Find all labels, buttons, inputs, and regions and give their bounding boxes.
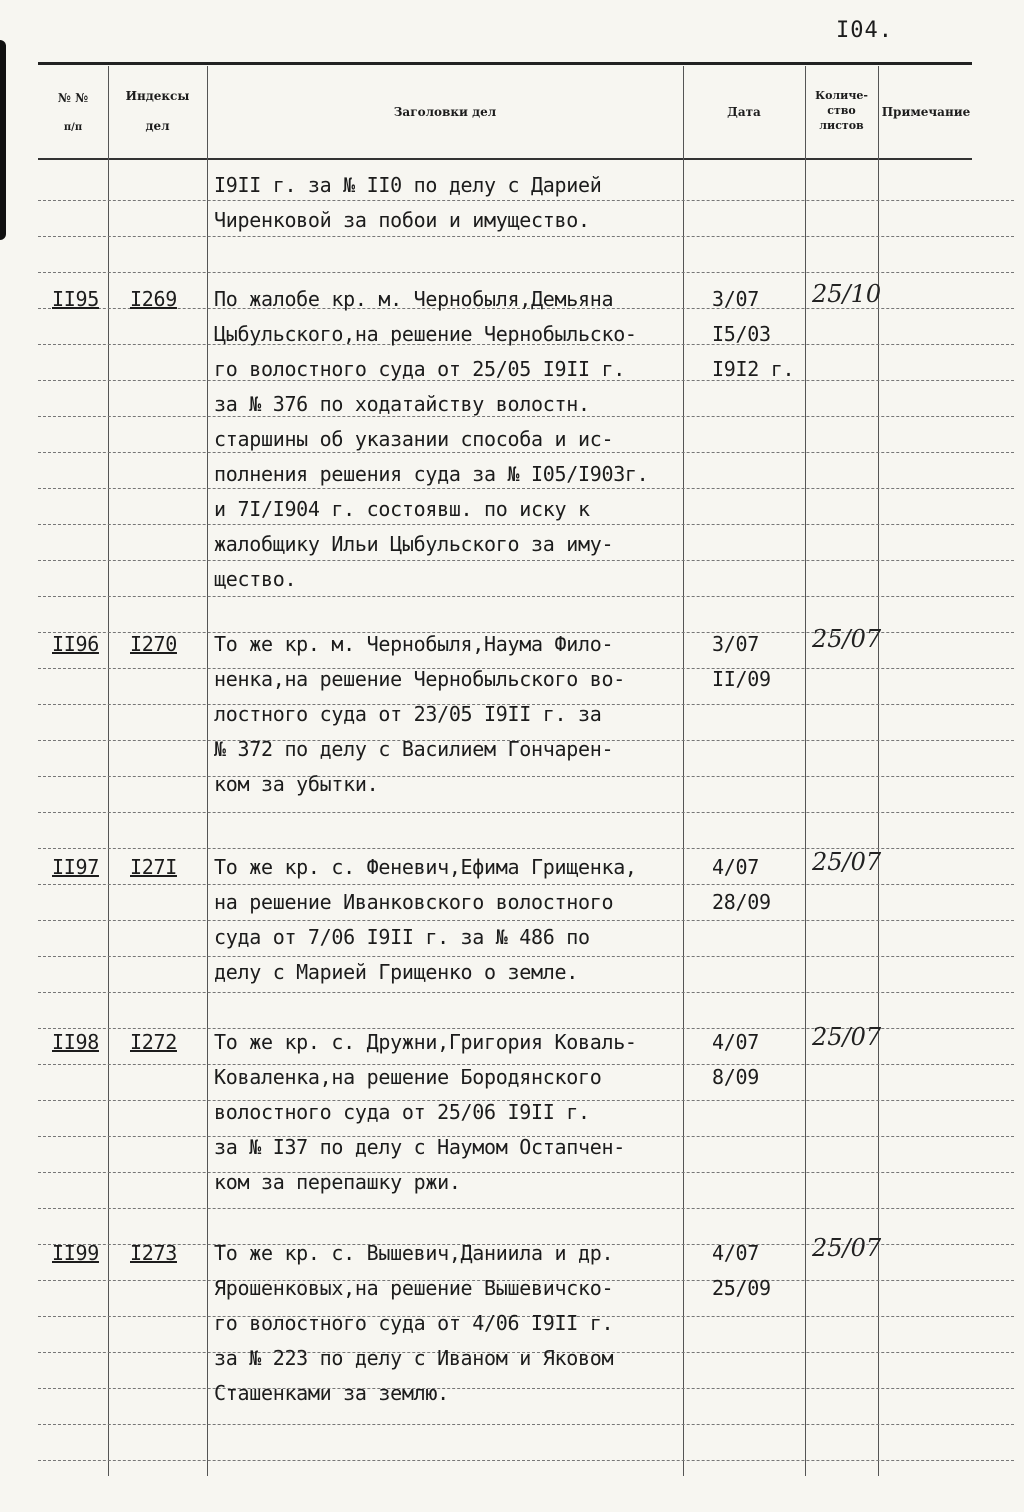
entry-title-line: ком за убытки. <box>214 772 379 796</box>
entry-date: 3/07 <box>712 287 759 311</box>
entry-title-line: на решение Иванковского волостного <box>214 890 614 914</box>
entry-date: 25/09 <box>712 1276 771 1300</box>
entry-date: 3/07 <box>712 632 759 656</box>
entry-date: I9I2 г. <box>712 357 795 381</box>
header-no: № № п/п <box>57 91 89 133</box>
entry-sheet-count: 25/07 <box>812 848 882 876</box>
entry-title-line: Ярошенковых,на решение Вышевичско- <box>214 1276 614 1300</box>
entry-sheet-count: 25/10 <box>812 280 882 308</box>
entry-title-line: щество. <box>214 567 297 591</box>
entry-date: 4/07 <box>712 1030 759 1054</box>
entry-index: I270 <box>130 632 177 656</box>
ruled-line <box>38 812 1014 813</box>
entry-title-line: жалобщику Ильи Цыбульского за иму- <box>214 532 614 556</box>
entry-title-line: лостного суда от 23/05 I9II г. за <box>214 702 602 726</box>
entry-number: II98 <box>52 1030 99 1054</box>
entry-number: II95 <box>52 287 99 311</box>
page-number: I04. <box>836 18 893 43</box>
column-divider <box>207 66 208 1476</box>
header-sheet-count: Количе- ство листов <box>815 89 868 132</box>
entry-sheet-count: 25/07 <box>812 625 882 653</box>
ruled-line <box>38 1388 1014 1389</box>
entry-title-line: ком за перепашку ржи. <box>214 1170 461 1194</box>
entry-title-line: Цыбульского,на решение Чернобыльско- <box>214 322 637 346</box>
entry-title-line: за № I37 по делу с Наумом Остапчен- <box>214 1135 625 1159</box>
continuation-line: Чиренковой за побои и имущество. <box>214 208 590 232</box>
entry-date: 4/07 <box>712 855 759 879</box>
entry-title-line: делу с Марией Грищенко о земле. <box>214 960 578 984</box>
ruled-line <box>38 1172 1014 1173</box>
ruled-line <box>38 272 1014 273</box>
header-note: Примечание <box>881 105 971 119</box>
table-top-rule <box>38 62 972 65</box>
entry-sheet-count: 25/07 <box>812 1234 882 1262</box>
ruled-line <box>38 992 1014 993</box>
ruled-line <box>38 596 1014 597</box>
entry-number: II99 <box>52 1241 99 1265</box>
entry-date: II/09 <box>712 667 771 691</box>
entry-title-line: го волостного суда от 25/05 I9II г. <box>214 357 625 381</box>
entry-title-line: полнения решения суда за № I05/I903г. <box>214 462 649 486</box>
entry-title-line: го волостного суда от 4/06 I9II г. <box>214 1311 614 1335</box>
header-date: Дата <box>727 105 761 119</box>
entry-title-line: волостного суда от 25/06 I9II г. <box>214 1100 590 1124</box>
column-divider <box>108 66 109 1476</box>
header-index: Индексы дел <box>125 89 190 133</box>
scan-edge <box>0 40 6 240</box>
entry-title-line: Коваленка,на решение Бородянского <box>214 1065 602 1089</box>
header-title: Заголовки дел <box>393 105 497 119</box>
entry-title-line: за № 376 по ходатайству волостн. <box>214 392 590 416</box>
table-header-rule <box>38 158 972 160</box>
entry-title-line: ненка,на решение Чернобыльского во- <box>214 667 625 691</box>
entry-title-line: То же кр. с. Феневич,Ефима Грищенка, <box>214 855 637 879</box>
entry-title-line: Сташенками за землю. <box>214 1381 449 1405</box>
ruled-line <box>38 776 1014 777</box>
entry-date: 4/07 <box>712 1241 759 1265</box>
entry-title-line: и 7I/I904 г. состоявш. по иску к <box>214 497 590 521</box>
entry-title-line: То же кр. м. Чернобыля,Наума Фило- <box>214 632 614 656</box>
column-divider <box>878 66 879 1476</box>
ruled-line <box>38 1424 1014 1425</box>
entry-title-line: То же кр. с. Дружни,Григория Коваль- <box>214 1030 637 1054</box>
entry-number: II96 <box>52 632 99 656</box>
continuation-line: I9II г. за № II0 по делу с Дарией <box>214 173 602 197</box>
entry-title-line: старшины об указании способа и ис- <box>214 427 614 451</box>
entry-date: 8/09 <box>712 1065 759 1089</box>
entry-date: 28/09 <box>712 890 771 914</box>
entry-index: I27I <box>130 855 177 879</box>
ruled-line <box>38 1208 1014 1209</box>
entry-index: I273 <box>130 1241 177 1265</box>
entry-title-line: По жалобе кр. м. Чернобыля,Демьяна <box>214 287 614 311</box>
entry-index: I269 <box>130 287 177 311</box>
entry-title-line: за № 223 по делу с Иваном и Яковом <box>214 1346 614 1370</box>
entry-title-line: суда от 7/06 I9II г. за № 486 по <box>214 925 590 949</box>
column-divider <box>805 66 806 1476</box>
entry-title-line: То же кр. с. Вышевич,Даниила и др. <box>214 1241 614 1265</box>
entry-index: I272 <box>130 1030 177 1054</box>
entry-date: I5/03 <box>712 322 771 346</box>
entry-number: II97 <box>52 855 99 879</box>
entry-sheet-count: 25/07 <box>812 1023 882 1051</box>
column-divider <box>683 66 684 1476</box>
ruled-line <box>38 1460 1014 1461</box>
entry-title-line: № 372 по делу с Василием Гончарен- <box>214 737 614 761</box>
